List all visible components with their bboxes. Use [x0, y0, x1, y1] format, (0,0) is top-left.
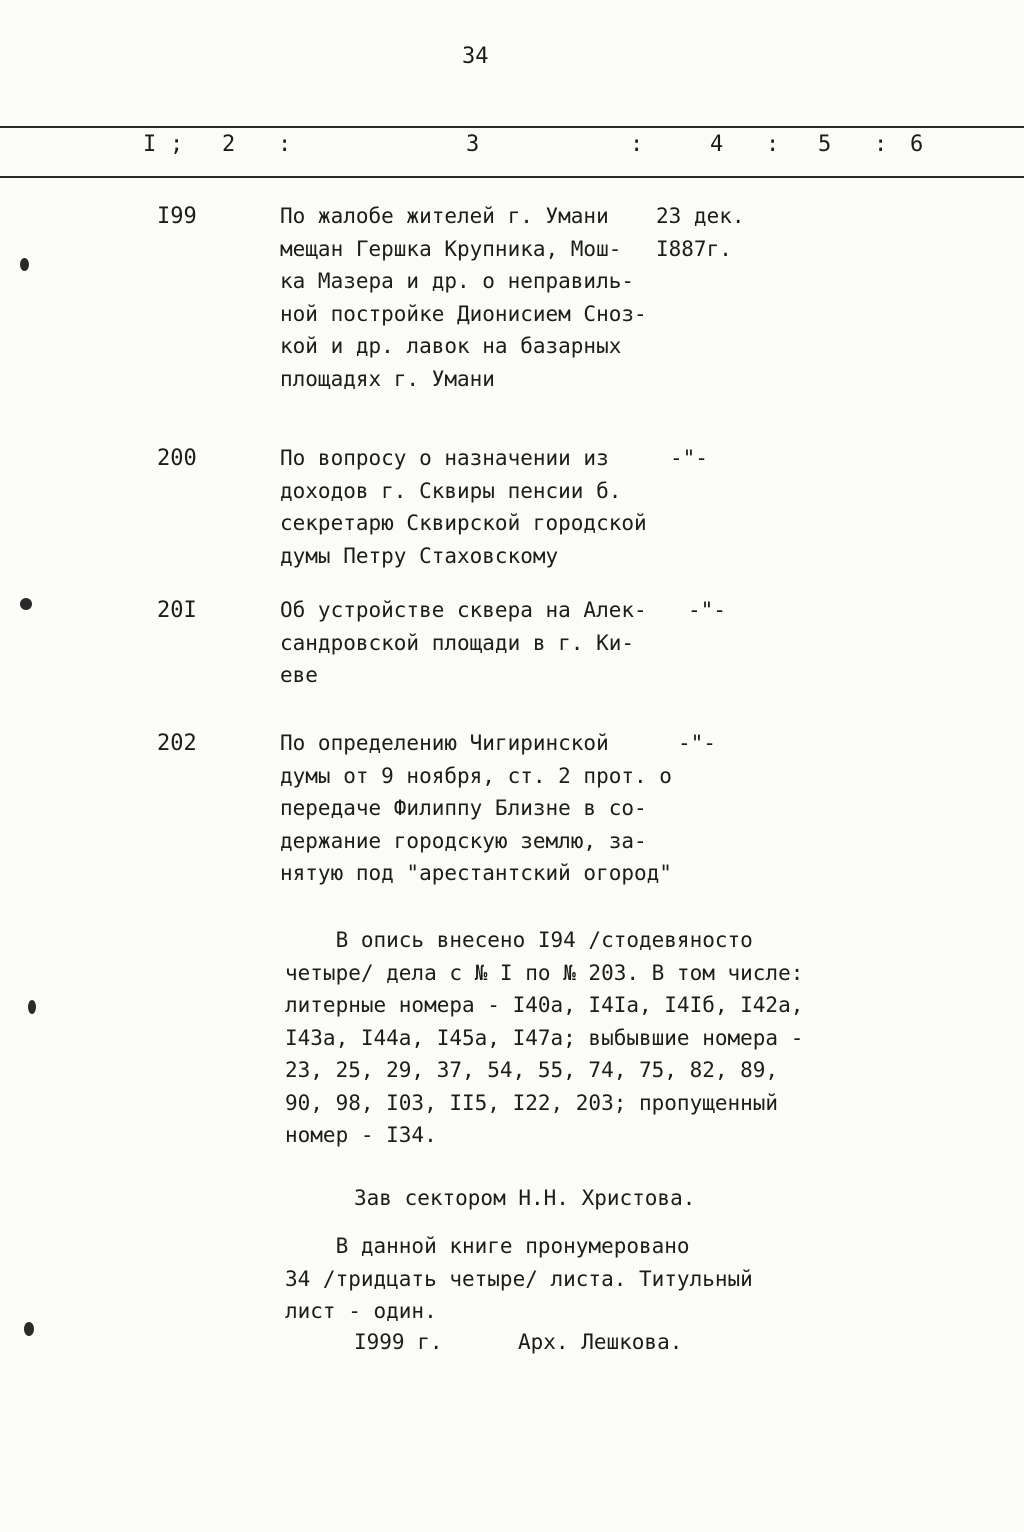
column-header-1: I [143, 132, 157, 157]
entry-line: сандровской площади в г. Ки- [280, 630, 635, 655]
column-header-3: 3 [466, 132, 480, 157]
entry-date [670, 442, 708, 475]
header-bottom-rule [0, 176, 1024, 178]
entry-line: мещан Гершка Крупника, Мош- [280, 236, 622, 261]
entry-number: 20I [157, 598, 197, 623]
entry-line: ной постройке Дионисием Сноз- [280, 301, 647, 326]
column-separator: : [630, 132, 644, 157]
entry-date-line: -"- [688, 598, 726, 622]
summary-line: 23, 25, 29, 37, 54, 55, 74, 75, 82, 89, [285, 1058, 779, 1082]
header-top-rule [0, 126, 1024, 128]
entry-title [280, 442, 680, 572]
entry-line: секретарю Сквирской городской [280, 511, 647, 535]
entry-line: По жалобе жителей г. Умани [280, 204, 609, 228]
certification-line: лист - один. [285, 1299, 437, 1323]
entry-line: доходов г. Сквиры пенсии б. [280, 478, 622, 503]
entry-date [688, 594, 726, 627]
entry-number: 200 [157, 446, 197, 471]
scan-speck [20, 598, 32, 610]
archivist-signature: Арх. Лешкова. [518, 1330, 683, 1354]
entry-line: По вопросу о назначении из [280, 446, 609, 470]
entry-title [280, 200, 680, 395]
entry-number: I99 [157, 204, 197, 229]
summary-line: В опись внесено I94 /стодевяносто [285, 928, 753, 952]
entry-line: передаче Филиппу Близне в со- [280, 796, 647, 820]
column-header-2: 2 [222, 132, 236, 157]
column-header-6: 6 [910, 132, 924, 157]
page-number: 34 [462, 44, 489, 69]
entry-line: нятую под "арестантский огород" [280, 861, 672, 885]
column-separator: : [278, 132, 292, 157]
entry-line: площадях г. Умани [280, 366, 495, 391]
summary-line: 90, 98, I03, II5, I22, 203; пропущенный [285, 1090, 779, 1115]
entry-line: думы от 9 ноября, ст. 2 прот. о [280, 763, 672, 788]
entry-number: 202 [157, 731, 197, 756]
scan-speck [28, 1000, 36, 1014]
entry-date-line: I887г. [656, 236, 732, 261]
column-separator: : [874, 132, 888, 157]
entry-date-line: -"- [670, 446, 708, 470]
entry-line: ка Мазера и др. о неправиль- [280, 269, 635, 293]
scan-speck [24, 1322, 34, 1336]
entry-line: думы Петру Стаховскому [280, 543, 559, 568]
entry-date-line: 23 дек. [656, 204, 745, 228]
inventory-summary [285, 924, 855, 1152]
summary-line: I43а, I44а, I45а, I47а; выбывшие номера - [285, 1025, 804, 1050]
column-separator: ; [170, 132, 184, 157]
column-separator: : [766, 132, 780, 157]
entry-date [678, 727, 716, 760]
entry-line: кой и др. лавок на базарных [280, 334, 622, 358]
certification-note [285, 1230, 855, 1328]
summary-line: литерные номера - I40а, I4Iа, I4Iб, I42а, [285, 993, 804, 1017]
column-header-5: 5 [818, 132, 832, 157]
column-header-4: 4 [710, 132, 724, 157]
entry-date [656, 200, 745, 265]
entry-line: держание городскую землю, за- [280, 828, 647, 853]
entry-date-line: -"- [678, 731, 716, 755]
certification-line: В данной книге пронумеровано [285, 1234, 690, 1258]
scan-speck [20, 258, 29, 271]
summary-line: номер - I34. [285, 1123, 437, 1147]
entry-line: Об устройстве сквера на Алек- [280, 598, 647, 622]
entry-title [280, 594, 680, 692]
entry-line: еве [280, 663, 318, 687]
entry-line: По определению Чигиринской [280, 731, 609, 755]
summary-line: четыре/ дела с № I по № 203. В том числе: [285, 960, 804, 985]
certification-line: 34 /тридцать четыре/ листа. Титульный [285, 1266, 753, 1291]
head-of-sector-signature: Зав сектором Н.Н. Христова. [354, 1186, 696, 1210]
certification-year: I999 г. [354, 1330, 443, 1354]
entry-title [280, 727, 720, 890]
